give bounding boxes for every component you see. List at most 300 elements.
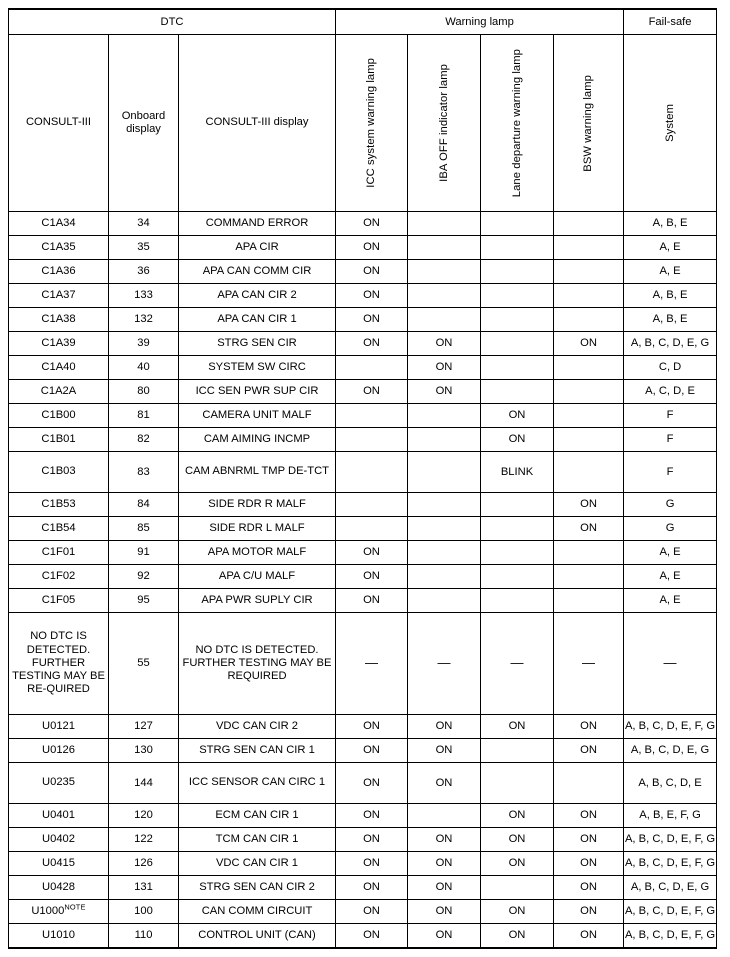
cell-iba-off-indicator-lamp xyxy=(408,236,481,260)
column-header-onboard-display-label: Onboard display xyxy=(121,109,166,135)
cell-bsw-warning-lamp xyxy=(554,404,624,428)
cell-icc-system-warning-lamp: ON xyxy=(336,739,408,763)
cell-fail-safe-system: A, B, C, D, E, F, G xyxy=(624,924,717,949)
cell-onboard-display: 130 xyxy=(109,739,179,763)
cell-lane-departure-warning-lamp xyxy=(481,308,554,332)
consult-code-text: U1010 xyxy=(42,928,75,941)
cell-fail-safe-system: A, B, C, D, E, G xyxy=(624,739,717,763)
cell-onboard-display: 91 xyxy=(109,541,179,565)
column-header-lane-departure-warning-lamp xyxy=(481,35,554,212)
cell-bsw-warning-lamp xyxy=(554,308,624,332)
cell-consult-code xyxy=(9,332,109,356)
cell-iba-off-indicator-lamp xyxy=(408,804,481,828)
cell-onboard-display: 100 xyxy=(109,900,179,924)
cell-bsw-warning-lamp: ON xyxy=(554,715,624,739)
cell-fail-safe-system: A, B, C, D, E, F, G xyxy=(624,828,717,852)
consult-display-text: ICC SEN PWR SUP CIR xyxy=(195,384,319,397)
cell-icc-system-warning-lamp: ON xyxy=(336,828,408,852)
cell-lane-departure-warning-lamp xyxy=(481,380,554,404)
cell-onboard-display: 84 xyxy=(109,493,179,517)
consult-display-text: APA MOTOR MALF xyxy=(207,545,307,558)
consult-code-text: C1F02 xyxy=(41,569,76,582)
table-row xyxy=(9,284,717,308)
cell-iba-off-indicator-lamp: ON xyxy=(408,852,481,876)
consult-code-text: C1B53 xyxy=(41,497,76,510)
column-header-bsw-label: BSW warning lamp xyxy=(582,74,595,172)
cell-consult-display xyxy=(179,804,336,828)
cell-lane-departure-warning-lamp xyxy=(481,493,554,517)
table-row xyxy=(9,715,717,739)
table-row xyxy=(9,852,717,876)
cell-fail-safe-system: F xyxy=(624,428,717,452)
cell-iba-off-indicator-lamp xyxy=(408,260,481,284)
cell-icc-system-warning-lamp: ON xyxy=(336,212,408,236)
cell-consult-code xyxy=(9,260,109,284)
not-applicable-dash: — xyxy=(510,655,524,671)
cell-iba-off-indicator-lamp xyxy=(408,493,481,517)
cell-consult-display xyxy=(179,356,336,380)
consult-display-text: APA CAN COMM CIR xyxy=(202,264,312,277)
consult-code-text: U0402 xyxy=(42,832,75,845)
not-applicable-dash: — xyxy=(663,655,677,671)
consult-code-text: U0401 xyxy=(42,808,75,821)
not-applicable-dash: — xyxy=(437,655,451,671)
cell-consult-code xyxy=(9,236,109,260)
cell-icc-system-warning-lamp: ON xyxy=(336,380,408,404)
cell-consult-display xyxy=(179,236,336,260)
cell-bsw-warning-lamp: ON xyxy=(554,332,624,356)
table-row xyxy=(9,541,717,565)
cell-icc-system-warning-lamp: ON xyxy=(336,852,408,876)
cell-iba-off-indicator-lamp xyxy=(408,565,481,589)
table-row xyxy=(9,804,717,828)
consult-display-text: SYSTEM SW CIRC xyxy=(208,360,306,373)
cell-consult-display xyxy=(179,715,336,739)
consult-code-text: U0415 xyxy=(42,856,75,869)
cell-consult-code xyxy=(9,876,109,900)
consult-display-text: APA CIR xyxy=(235,240,279,253)
table-row xyxy=(9,517,717,541)
column-header-consult-display xyxy=(179,35,336,212)
group-header-fail-safe: Fail-safe xyxy=(624,9,717,35)
table-body xyxy=(9,212,717,949)
cell-iba-off-indicator-lamp: ON xyxy=(408,763,481,804)
cell-onboard-display: 144 xyxy=(109,763,179,804)
cell-lane-departure-warning-lamp: BLINK xyxy=(481,452,554,493)
cell-fail-safe-system: F xyxy=(624,452,717,493)
cell-bsw-warning-lamp xyxy=(554,613,624,715)
consult-display-text: ICC SENSOR CAN CIRC 1 xyxy=(188,776,326,789)
cell-fail-safe-system: A, B, C, D, E, G xyxy=(624,332,717,356)
cell-consult-display xyxy=(179,308,336,332)
consult-code-text: C1A35 xyxy=(41,240,76,253)
cell-iba-off-indicator-lamp: ON xyxy=(408,900,481,924)
cell-consult-display xyxy=(179,900,336,924)
cell-bsw-warning-lamp xyxy=(554,284,624,308)
consult-display-text: CAM AIMING INCMP xyxy=(203,432,311,445)
cell-iba-off-indicator-lamp: ON xyxy=(408,332,481,356)
cell-iba-off-indicator-lamp xyxy=(408,613,481,715)
cell-onboard-display: 127 xyxy=(109,715,179,739)
cell-icc-system-warning-lamp: ON xyxy=(336,541,408,565)
cell-consult-code xyxy=(9,804,109,828)
cell-consult-code xyxy=(9,565,109,589)
cell-icc-system-warning-lamp: ON xyxy=(336,332,408,356)
cell-lane-departure-warning-lamp xyxy=(481,876,554,900)
cell-bsw-warning-lamp: ON xyxy=(554,517,624,541)
column-header-consult xyxy=(9,35,109,212)
cell-onboard-display: 55 xyxy=(109,613,179,715)
cell-icc-system-warning-lamp xyxy=(336,493,408,517)
cell-fail-safe-system: A, C, D, E xyxy=(624,380,717,404)
cell-onboard-display: 81 xyxy=(109,404,179,428)
cell-onboard-display: 36 xyxy=(109,260,179,284)
cell-lane-departure-warning-lamp xyxy=(481,356,554,380)
cell-icc-system-warning-lamp: ON xyxy=(336,763,408,804)
cell-iba-off-indicator-lamp xyxy=(408,452,481,493)
cell-bsw-warning-lamp: ON xyxy=(554,804,624,828)
consult-code-text: U0121 xyxy=(42,719,75,732)
cell-consult-display xyxy=(179,212,336,236)
cell-lane-departure-warning-lamp xyxy=(481,589,554,613)
cell-onboard-display: 131 xyxy=(109,876,179,900)
cell-bsw-warning-lamp: ON xyxy=(554,924,624,949)
consult-display-text: STRG SEN CIR xyxy=(217,336,297,349)
table-row xyxy=(9,236,717,260)
consult-code-text: U0235 xyxy=(42,776,75,789)
cell-onboard-display: 35 xyxy=(109,236,179,260)
cell-onboard-display: 82 xyxy=(109,428,179,452)
cell-bsw-warning-lamp xyxy=(554,428,624,452)
cell-lane-departure-warning-lamp: ON xyxy=(481,900,554,924)
cell-iba-off-indicator-lamp xyxy=(408,428,481,452)
cell-lane-departure-warning-lamp xyxy=(481,613,554,715)
cell-lane-departure-warning-lamp: ON xyxy=(481,852,554,876)
cell-fail-safe-system: A, E xyxy=(624,565,717,589)
cell-bsw-warning-lamp: ON xyxy=(554,739,624,763)
cell-onboard-display: 80 xyxy=(109,380,179,404)
cell-consult-display xyxy=(179,332,336,356)
cell-consult-code xyxy=(9,404,109,428)
cell-consult-code xyxy=(9,589,109,613)
cell-bsw-warning-lamp: ON xyxy=(554,900,624,924)
cell-fail-safe-system: A, B, C, D, E xyxy=(624,763,717,804)
cell-consult-display xyxy=(179,493,336,517)
consult-display-text: CONTROL UNIT (CAN) xyxy=(198,928,316,941)
consult-code-text: NO DTC IS DETECTED. FURTHER TESTING MAY BE RE-QUIRED xyxy=(12,630,105,696)
cell-onboard-display: 133 xyxy=(109,284,179,308)
cell-fail-safe-system: A, E xyxy=(624,260,717,284)
table-row xyxy=(9,739,717,763)
cell-icc-system-warning-lamp xyxy=(336,404,408,428)
table-row xyxy=(9,428,717,452)
cell-bsw-warning-lamp: ON xyxy=(554,852,624,876)
cell-fail-safe-system: A, B, C, D, E, G xyxy=(624,876,717,900)
consult-display-text: COMMAND ERROR xyxy=(205,216,309,229)
consult-display-text: SIDE RDR L MALF xyxy=(209,521,305,534)
table-row xyxy=(9,924,717,949)
cell-fail-safe-system: A, E xyxy=(624,541,717,565)
consult-code-text: C1B00 xyxy=(41,408,76,421)
consult-code-text: C1B01 xyxy=(41,432,76,445)
column-header-icc-label: ICC system warning lamp xyxy=(365,58,378,188)
cell-iba-off-indicator-lamp xyxy=(408,589,481,613)
column-header-icc-system-warning-lamp xyxy=(336,35,408,212)
column-header-bsw-warning-lamp xyxy=(554,35,624,212)
cell-bsw-warning-lamp xyxy=(554,452,624,493)
cell-iba-off-indicator-lamp xyxy=(408,308,481,332)
consult-code-text: C1B54 xyxy=(41,521,76,534)
consult-code-text: C1A40 xyxy=(41,360,76,373)
cell-onboard-display: 34 xyxy=(109,212,179,236)
cell-icc-system-warning-lamp: ON xyxy=(336,589,408,613)
consult-code-text: C1B03 xyxy=(41,465,76,478)
table-row xyxy=(9,356,717,380)
cell-icc-system-warning-lamp: ON xyxy=(336,236,408,260)
cell-iba-off-indicator-lamp xyxy=(408,517,481,541)
consult-code-text: U1000$^{NOTE}$ xyxy=(31,902,86,917)
consult-display-text: NO DTC IS DETECTED. FURTHER TESTING MAY BE REQUIRED xyxy=(182,643,332,683)
cell-iba-off-indicator-lamp: ON xyxy=(408,876,481,900)
cell-lane-departure-warning-lamp xyxy=(481,517,554,541)
cell-lane-departure-warning-lamp xyxy=(481,284,554,308)
cell-icc-system-warning-lamp xyxy=(336,428,408,452)
cell-lane-departure-warning-lamp xyxy=(481,565,554,589)
cell-fail-safe-system: A, B, C, D, E, F, G xyxy=(624,900,717,924)
cell-fail-safe-system: A, E xyxy=(624,236,717,260)
cell-fail-safe-system: F xyxy=(624,404,717,428)
cell-consult-display xyxy=(179,380,336,404)
consult-code-text: C1A2A xyxy=(40,384,77,397)
cell-bsw-warning-lamp xyxy=(554,380,624,404)
cell-consult-code xyxy=(9,763,109,804)
cell-consult-code xyxy=(9,284,109,308)
cell-consult-code xyxy=(9,715,109,739)
cell-lane-departure-warning-lamp xyxy=(481,236,554,260)
cell-icc-system-warning-lamp: ON xyxy=(336,876,408,900)
cell-consult-code xyxy=(9,541,109,565)
cell-fail-safe-system: G xyxy=(624,517,717,541)
cell-onboard-display: 95 xyxy=(109,589,179,613)
cell-consult-display xyxy=(179,828,336,852)
cell-onboard-display: 110 xyxy=(109,924,179,949)
consult-display-text: SIDE RDR R MALF xyxy=(208,497,306,510)
cell-icc-system-warning-lamp: ON xyxy=(336,900,408,924)
not-applicable-dash: — xyxy=(582,655,596,671)
cell-consult-display xyxy=(179,565,336,589)
cell-consult-code xyxy=(9,452,109,493)
cell-consult-display xyxy=(179,924,336,949)
cell-consult-code xyxy=(9,924,109,949)
cell-icc-system-warning-lamp: ON xyxy=(336,260,408,284)
cell-consult-display xyxy=(179,517,336,541)
cell-iba-off-indicator-lamp xyxy=(408,404,481,428)
cell-consult-display xyxy=(179,452,336,493)
group-header-dtc: DTC xyxy=(9,9,336,35)
cell-consult-display xyxy=(179,589,336,613)
cell-icc-system-warning-lamp: ON xyxy=(336,565,408,589)
cell-iba-off-indicator-lamp: ON xyxy=(408,715,481,739)
cell-bsw-warning-lamp: ON xyxy=(554,828,624,852)
consult-display-text: CAM ABNRML TMP DE-TCT xyxy=(185,465,329,478)
column-header-consult-display-label: CONSULT-III display xyxy=(205,116,309,129)
cell-fail-safe-system: A, B, C, D, E, F, G xyxy=(624,852,717,876)
table-row xyxy=(9,452,717,493)
cell-fail-safe-system: A, B, E xyxy=(624,212,717,236)
table-row xyxy=(9,332,717,356)
cell-iba-off-indicator-lamp xyxy=(408,541,481,565)
table-header xyxy=(9,9,717,212)
table-row xyxy=(9,212,717,236)
cell-fail-safe-system: A, B, E xyxy=(624,308,717,332)
table-row xyxy=(9,493,717,517)
consult-code-text: C1F05 xyxy=(41,593,76,606)
column-header-iba-label: IBA OFF indicator lamp xyxy=(437,64,450,182)
consult-code-text: C1A36 xyxy=(41,264,76,277)
table-row xyxy=(9,565,717,589)
cell-lane-departure-warning-lamp: ON xyxy=(481,924,554,949)
cell-consult-display xyxy=(179,763,336,804)
table-row xyxy=(9,876,717,900)
table-column-header-row xyxy=(9,35,717,212)
cell-fail-safe-system: C, D xyxy=(624,356,717,380)
cell-consult-display xyxy=(179,852,336,876)
cell-consult-display xyxy=(179,404,336,428)
cell-bsw-warning-lamp xyxy=(554,541,624,565)
cell-consult-code xyxy=(9,828,109,852)
cell-consult-code xyxy=(9,428,109,452)
cell-onboard-display: 132 xyxy=(109,308,179,332)
cell-onboard-display: 126 xyxy=(109,852,179,876)
cell-bsw-warning-lamp: ON xyxy=(554,493,624,517)
table-row xyxy=(9,900,717,924)
cell-onboard-display: 85 xyxy=(109,517,179,541)
consult-code-text: U0126 xyxy=(42,743,75,756)
cell-iba-off-indicator-lamp: ON xyxy=(408,380,481,404)
group-header-warning-lamp: Warning lamp xyxy=(336,9,624,35)
table-row xyxy=(9,260,717,284)
cell-onboard-display: 122 xyxy=(109,828,179,852)
consult-code-text: C1A37 xyxy=(41,288,76,301)
cell-consult-display xyxy=(179,260,336,284)
consult-display-text: APA CAN CIR 1 xyxy=(217,312,297,325)
cell-bsw-warning-lamp xyxy=(554,212,624,236)
table-row xyxy=(9,613,717,715)
cell-fail-safe-system: A, B, C, D, E, F, G xyxy=(624,715,717,739)
cell-consult-display xyxy=(179,284,336,308)
cell-icc-system-warning-lamp: ON xyxy=(336,924,408,949)
cell-bsw-warning-lamp xyxy=(554,763,624,804)
cell-bsw-warning-lamp: ON xyxy=(554,876,624,900)
consult-display-text: APA PWR SUPLY CIR xyxy=(201,593,313,606)
cell-consult-code xyxy=(9,852,109,876)
cell-icc-system-warning-lamp xyxy=(336,356,408,380)
consult-display-text: STRG SEN CAN CIR 1 xyxy=(199,743,315,756)
cell-icc-system-warning-lamp: ON xyxy=(336,308,408,332)
cell-icc-system-warning-lamp xyxy=(336,452,408,493)
column-header-system xyxy=(624,35,717,212)
cell-lane-departure-warning-lamp: ON xyxy=(481,804,554,828)
dtc-table xyxy=(8,8,717,949)
consult-display-text: ECM CAN CIR 1 xyxy=(215,808,299,821)
consult-display-text: VDC CAN CIR 2 xyxy=(215,719,299,732)
cell-lane-departure-warning-lamp: ON xyxy=(481,428,554,452)
table-row xyxy=(9,404,717,428)
cell-icc-system-warning-lamp xyxy=(336,613,408,715)
cell-consult-display xyxy=(179,739,336,763)
column-header-lane-label: Lane departure warning lamp xyxy=(510,48,523,198)
consult-display-text: VDC CAN CIR 1 xyxy=(215,856,299,869)
cell-consult-display xyxy=(179,541,336,565)
column-header-iba-off-indicator-lamp xyxy=(408,35,481,212)
cell-lane-departure-warning-lamp xyxy=(481,260,554,284)
cell-bsw-warning-lamp xyxy=(554,236,624,260)
cell-lane-departure-warning-lamp xyxy=(481,541,554,565)
cell-consult-code xyxy=(9,356,109,380)
cell-onboard-display: 39 xyxy=(109,332,179,356)
consult-code-text: C1A34 xyxy=(41,216,76,229)
consult-code-note-superscript: NOTE xyxy=(64,902,86,912)
table-row xyxy=(9,589,717,613)
table-group-header-row xyxy=(9,9,717,35)
column-header-onboard-display xyxy=(109,35,179,212)
consult-code-text: C1F01 xyxy=(41,545,76,558)
table-row xyxy=(9,763,717,804)
cell-iba-off-indicator-lamp xyxy=(408,284,481,308)
cell-fail-safe-system: G xyxy=(624,493,717,517)
cell-bsw-warning-lamp xyxy=(554,356,624,380)
cell-onboard-display: 120 xyxy=(109,804,179,828)
consult-code-text: C1A39 xyxy=(41,336,76,349)
cell-lane-departure-warning-lamp: ON xyxy=(481,404,554,428)
cell-lane-departure-warning-lamp xyxy=(481,739,554,763)
cell-lane-departure-warning-lamp xyxy=(481,212,554,236)
cell-iba-off-indicator-lamp xyxy=(408,212,481,236)
cell-consult-code xyxy=(9,900,109,924)
cell-fail-safe-system: A, B, E, F, G xyxy=(624,804,717,828)
cell-consult-display xyxy=(179,876,336,900)
cell-icc-system-warning-lamp xyxy=(336,517,408,541)
cell-iba-off-indicator-lamp: ON xyxy=(408,828,481,852)
cell-bsw-warning-lamp xyxy=(554,589,624,613)
consult-display-text: CAN COMM CIRCUIT xyxy=(201,904,313,917)
cell-consult-display xyxy=(179,428,336,452)
cell-consult-code xyxy=(9,212,109,236)
column-header-consult-label: CONSULT-III xyxy=(25,116,92,129)
cell-consult-code xyxy=(9,380,109,404)
consult-code-text: C1A38 xyxy=(41,312,76,325)
cell-lane-departure-warning-lamp xyxy=(481,332,554,356)
cell-consult-display xyxy=(179,613,336,715)
cell-icc-system-warning-lamp: ON xyxy=(336,284,408,308)
cell-consult-code xyxy=(9,739,109,763)
consult-display-text: STRG SEN CAN CIR 2 xyxy=(199,880,315,893)
cell-bsw-warning-lamp xyxy=(554,260,624,284)
cell-lane-departure-warning-lamp: ON xyxy=(481,828,554,852)
cell-icc-system-warning-lamp: ON xyxy=(336,715,408,739)
consult-display-text: CAMERA UNIT MALF xyxy=(202,408,312,421)
consult-display-text: APA CAN CIR 2 xyxy=(217,288,297,301)
cell-onboard-display: 40 xyxy=(109,356,179,380)
cell-lane-departure-warning-lamp: ON xyxy=(481,715,554,739)
consult-code-text: U0428 xyxy=(42,880,75,893)
cell-iba-off-indicator-lamp: ON xyxy=(408,739,481,763)
cell-icc-system-warning-lamp: ON xyxy=(336,804,408,828)
consult-display-text: APA C/U MALF xyxy=(218,569,296,582)
cell-consult-code xyxy=(9,517,109,541)
cell-bsw-warning-lamp xyxy=(554,565,624,589)
cell-consult-code xyxy=(9,613,109,715)
